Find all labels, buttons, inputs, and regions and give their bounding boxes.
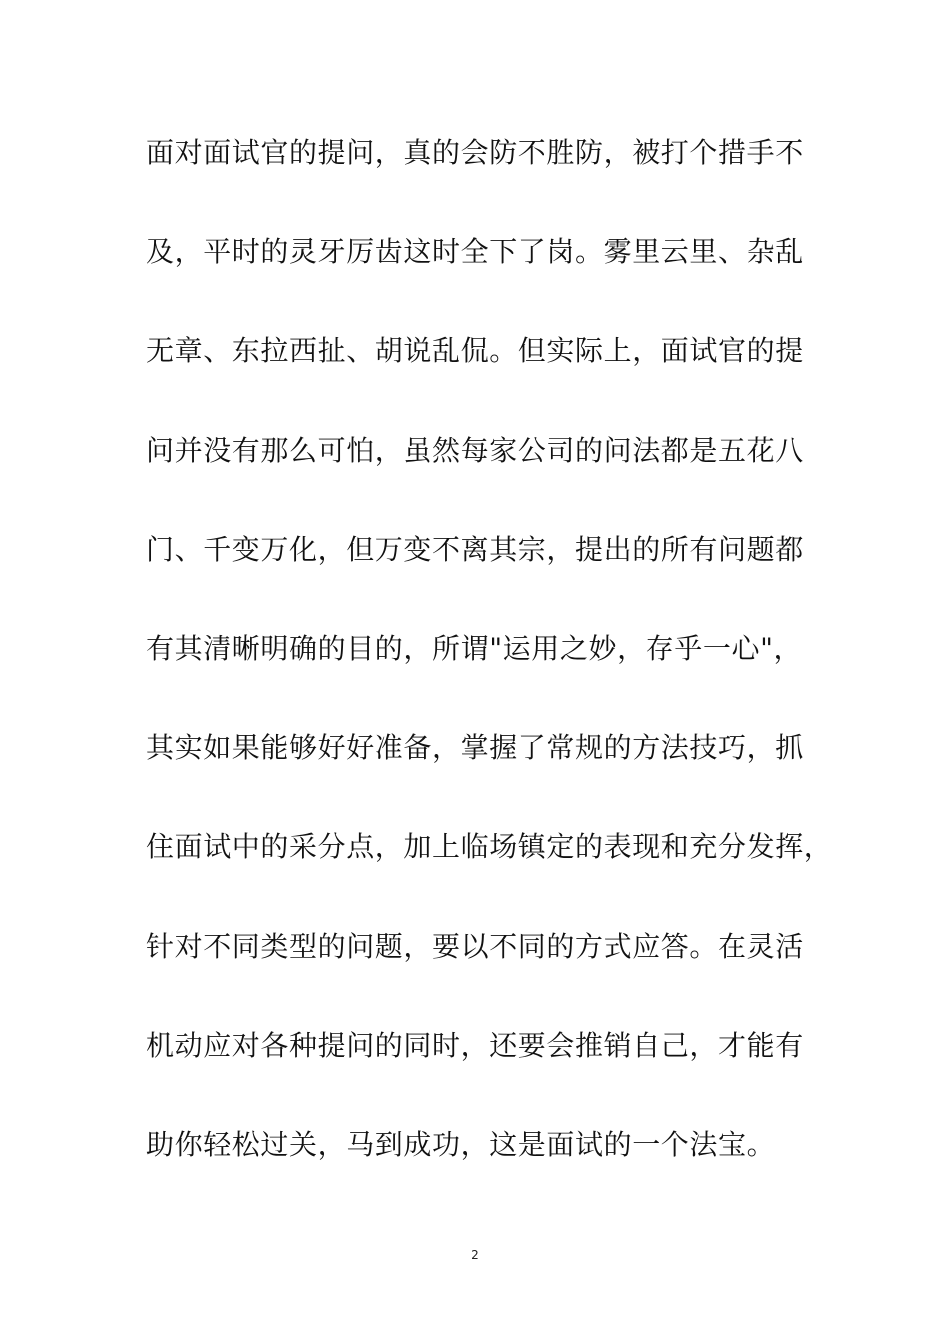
page-number: 2 xyxy=(471,1248,479,1262)
text-line: 助你轻松过关，马到成功，这是面试的一个法宝。 xyxy=(146,1127,776,1161)
text-line: 住面试中的采分点，加上临场镇定的表现和充分发挥， xyxy=(146,830,833,864)
text-line: 针对不同类型的问题，要以不同的方式应答。在灵活 xyxy=(146,929,804,963)
text-line: 门、千变万化，但万变不离其宗，提出的所有问题都 xyxy=(146,532,804,566)
text-line: 及，平时的灵牙厉齿这时全下了岗。雾里云里、杂乱 xyxy=(146,235,804,269)
text-line: 问并没有那么可怕，虽然每家公司的问法都是五花八 xyxy=(146,433,804,467)
text-line: 无章、东拉西扯、胡说乱侃。但实际上，面试官的提 xyxy=(146,334,804,368)
text-line: 机动应对各种提问的同时，还要会推销自己，才能有 xyxy=(146,1028,804,1062)
text-line: 面对面试官的提问，真的会防不胜防，被打个措手不 xyxy=(146,136,804,169)
text-line: 有其清晰明确的目的，所谓"运用之妙，存乎一心"， xyxy=(146,631,803,665)
body-paragraph xyxy=(146,128,833,1219)
text-line: 其实如果能够好好准备，掌握了常规的方法技巧，抓 xyxy=(146,731,804,765)
